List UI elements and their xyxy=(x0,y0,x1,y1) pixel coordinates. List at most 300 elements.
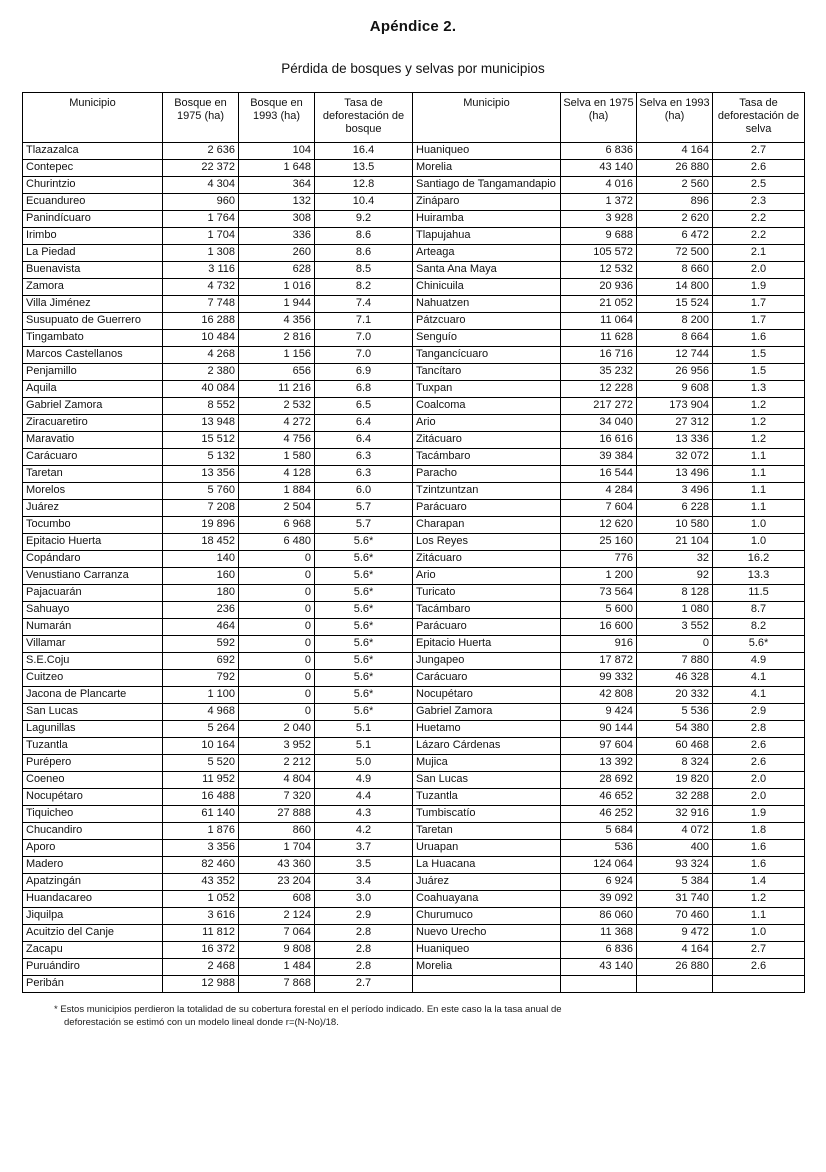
cell-municipio-bosque: Chucandiro xyxy=(23,822,163,839)
cell-tasa-bosque: 2.8 xyxy=(315,941,413,958)
cell-municipio-selva: Tuzantla xyxy=(413,788,561,805)
cell-municipio-bosque: Huandacareo xyxy=(23,890,163,907)
cell-municipio-selva: Juárez xyxy=(413,873,561,890)
cell-bosque-1993: 7 320 xyxy=(239,788,315,805)
cell-municipio-selva xyxy=(413,975,561,992)
cell-bosque-1975: 4 968 xyxy=(163,703,239,720)
cell-selva-1975: 7 604 xyxy=(561,499,637,516)
cell-municipio-selva: Tangancícuaro xyxy=(413,346,561,363)
cell-selva-1975: 536 xyxy=(561,839,637,856)
cell-bosque-1993: 0 xyxy=(239,652,315,669)
cell-selva-1975: 4 284 xyxy=(561,482,637,499)
cell-selva-1975 xyxy=(561,975,637,992)
cell-selva-1993: 3 552 xyxy=(637,618,713,635)
cell-tasa-bosque: 7.0 xyxy=(315,346,413,363)
cell-bosque-1993: 3 952 xyxy=(239,737,315,754)
cell-municipio-selva: Tuxpan xyxy=(413,380,561,397)
cell-bosque-1993: 4 804 xyxy=(239,771,315,788)
cell-municipio-selva: Nocupétaro xyxy=(413,686,561,703)
table-row xyxy=(23,533,805,550)
cell-municipio-bosque: Tlazazalca xyxy=(23,142,163,159)
footnote-line-1: * Estos municipios perdieron la totalidad de su cobertura forestal en el período indicado. En este caso la la tasa anual de xyxy=(54,1003,562,1015)
cell-municipio-bosque: Taretan xyxy=(23,465,163,482)
column-header-bosque-1993: Bosque en 1993 (ha) xyxy=(239,93,315,143)
cell-bosque-1993: 132 xyxy=(239,193,315,210)
cell-tasa-bosque: 3.5 xyxy=(315,856,413,873)
cell-bosque-1993: 0 xyxy=(239,618,315,635)
cell-bosque-1993: 336 xyxy=(239,227,315,244)
cell-bosque-1975: 1 052 xyxy=(163,890,239,907)
cell-selva-1975: 5 684 xyxy=(561,822,637,839)
cell-tasa-selva: 2.3 xyxy=(713,193,805,210)
cell-selva-1975: 11 628 xyxy=(561,329,637,346)
cell-municipio-selva: Tacámbaro xyxy=(413,601,561,618)
table-row xyxy=(23,448,805,465)
cell-selva-1975: 916 xyxy=(561,635,637,652)
cell-bosque-1993: 4 272 xyxy=(239,414,315,431)
cell-municipio-bosque: Juárez xyxy=(23,499,163,516)
cell-municipio-bosque: Copándaro xyxy=(23,550,163,567)
table-row xyxy=(23,771,805,788)
cell-selva-1975: 28 692 xyxy=(561,771,637,788)
cell-municipio-selva: Ario xyxy=(413,414,561,431)
cell-municipio-bosque: Pajacuarán xyxy=(23,584,163,601)
cell-municipio-selva: Lázaro Cárdenas xyxy=(413,737,561,754)
cell-municipio-selva: Zitácuaro xyxy=(413,431,561,448)
cell-bosque-1975: 792 xyxy=(163,669,239,686)
cell-selva-1993: 9 608 xyxy=(637,380,713,397)
cell-tasa-selva: 1.4 xyxy=(713,873,805,890)
cell-selva-1975: 11 064 xyxy=(561,312,637,329)
table-row xyxy=(23,482,805,499)
cell-bosque-1975: 10 484 xyxy=(163,329,239,346)
cell-municipio-bosque: Tingambato xyxy=(23,329,163,346)
table-row xyxy=(23,856,805,873)
cell-municipio-bosque: Nocupétaro xyxy=(23,788,163,805)
cell-bosque-1975: 960 xyxy=(163,193,239,210)
cell-municipio-selva: Paracho xyxy=(413,465,561,482)
cell-selva-1975: 6 924 xyxy=(561,873,637,890)
cell-municipio-bosque: Puruándiro xyxy=(23,958,163,975)
cell-selva-1993: 3 496 xyxy=(637,482,713,499)
cell-municipio-bosque: Jiquilpa xyxy=(23,907,163,924)
cell-bosque-1993: 260 xyxy=(239,244,315,261)
cell-municipio-selva: Pátzcuaro xyxy=(413,312,561,329)
cell-municipio-selva: Morelia xyxy=(413,958,561,975)
cell-tasa-bosque: 4.4 xyxy=(315,788,413,805)
cell-tasa-selva: 2.0 xyxy=(713,788,805,805)
cell-tasa-selva: 1.5 xyxy=(713,346,805,363)
cell-selva-1975: 17 872 xyxy=(561,652,637,669)
table-row xyxy=(23,567,805,584)
cell-selva-1993: 19 820 xyxy=(637,771,713,788)
cell-bosque-1975: 22 372 xyxy=(163,159,239,176)
table-row xyxy=(23,635,805,652)
cell-bosque-1975: 40 084 xyxy=(163,380,239,397)
cell-selva-1993: 32 916 xyxy=(637,805,713,822)
cell-selva-1993: 173 904 xyxy=(637,397,713,414)
cell-selva-1975: 39 092 xyxy=(561,890,637,907)
cell-municipio-bosque: Epitacio Huerta xyxy=(23,533,163,550)
footnote xyxy=(22,1003,804,1031)
cell-tasa-bosque: 5.7 xyxy=(315,499,413,516)
cell-tasa-selva: 1.0 xyxy=(713,516,805,533)
column-header-selva-1993: Selva en 1993 (ha) xyxy=(637,93,713,143)
cell-selva-1993: 8 660 xyxy=(637,261,713,278)
cell-bosque-1975: 10 164 xyxy=(163,737,239,754)
cell-tasa-bosque: 5.6* xyxy=(315,652,413,669)
cell-municipio-bosque: Zamora xyxy=(23,278,163,295)
cell-bosque-1975: 12 988 xyxy=(163,975,239,992)
table-row xyxy=(23,278,805,295)
cell-municipio-bosque: Peribán xyxy=(23,975,163,992)
column-header-bosque-1975: Bosque en 1975 (ha) xyxy=(163,93,239,143)
cell-municipio-selva: Tacámbaro xyxy=(413,448,561,465)
cell-tasa-bosque: 2.8 xyxy=(315,958,413,975)
cell-selva-1993: 4 164 xyxy=(637,142,713,159)
cell-tasa-bosque: 10.4 xyxy=(315,193,413,210)
cell-bosque-1975: 82 460 xyxy=(163,856,239,873)
cell-tasa-selva: 1.1 xyxy=(713,448,805,465)
cell-selva-1993: 32 072 xyxy=(637,448,713,465)
cell-tasa-bosque: 8.6 xyxy=(315,227,413,244)
cell-tasa-bosque: 5.6* xyxy=(315,601,413,618)
cell-municipio-selva: Zináparo xyxy=(413,193,561,210)
cell-selva-1993: 32 xyxy=(637,550,713,567)
cell-selva-1975: 6 836 xyxy=(561,142,637,159)
cell-selva-1975: 90 144 xyxy=(561,720,637,737)
cell-selva-1975: 9 688 xyxy=(561,227,637,244)
cell-tasa-selva: 2.5 xyxy=(713,176,805,193)
cell-bosque-1975: 2 380 xyxy=(163,363,239,380)
table-row xyxy=(23,873,805,890)
cell-selva-1993 xyxy=(637,975,713,992)
cell-tasa-selva: 1.1 xyxy=(713,499,805,516)
cell-bosque-1993: 1 648 xyxy=(239,159,315,176)
table-row xyxy=(23,890,805,907)
cell-selva-1975: 39 384 xyxy=(561,448,637,465)
cell-bosque-1975: 1 308 xyxy=(163,244,239,261)
cell-bosque-1993: 7 064 xyxy=(239,924,315,941)
cell-selva-1993: 400 xyxy=(637,839,713,856)
cell-tasa-selva: 2.7 xyxy=(713,142,805,159)
cell-selva-1975: 25 160 xyxy=(561,533,637,550)
cell-selva-1993: 8 128 xyxy=(637,584,713,601)
table-row xyxy=(23,686,805,703)
cell-bosque-1993: 656 xyxy=(239,363,315,380)
cell-selva-1975: 43 140 xyxy=(561,958,637,975)
cell-selva-1993: 93 324 xyxy=(637,856,713,873)
cell-tasa-bosque: 5.6* xyxy=(315,669,413,686)
cell-selva-1975: 86 060 xyxy=(561,907,637,924)
cell-tasa-selva: 2.7 xyxy=(713,941,805,958)
cell-selva-1993: 8 664 xyxy=(637,329,713,346)
cell-bosque-1993: 0 xyxy=(239,584,315,601)
cell-municipio-bosque: Morelos xyxy=(23,482,163,499)
table-row xyxy=(23,159,805,176)
cell-municipio-selva: Huaniqueo xyxy=(413,142,561,159)
cell-municipio-bosque: Churintzio xyxy=(23,176,163,193)
cell-tasa-selva: 1.2 xyxy=(713,431,805,448)
cell-selva-1993: 60 468 xyxy=(637,737,713,754)
cell-bosque-1993: 2 124 xyxy=(239,907,315,924)
cell-tasa-selva: 4.9 xyxy=(713,652,805,669)
cell-tasa-bosque: 5.6* xyxy=(315,686,413,703)
cell-bosque-1975: 140 xyxy=(163,550,239,567)
cell-tasa-selva: 2.1 xyxy=(713,244,805,261)
cell-tasa-selva: 1.0 xyxy=(713,533,805,550)
cell-selva-1993: 12 744 xyxy=(637,346,713,363)
cell-tasa-bosque: 12.8 xyxy=(315,176,413,193)
cell-tasa-selva: 2.2 xyxy=(713,210,805,227)
cell-bosque-1975: 5 760 xyxy=(163,482,239,499)
table-row xyxy=(23,941,805,958)
cell-tasa-selva: 8.7 xyxy=(713,601,805,618)
cell-municipio-bosque: Tocumbo xyxy=(23,516,163,533)
cell-tasa-selva: 4.1 xyxy=(713,669,805,686)
column-header-tasa-bosque: Tasa de deforestación de bosque xyxy=(315,93,413,143)
cell-bosque-1975: 13 356 xyxy=(163,465,239,482)
cell-tasa-selva: 1.1 xyxy=(713,907,805,924)
cell-bosque-1975: 236 xyxy=(163,601,239,618)
cell-selva-1993: 2 560 xyxy=(637,176,713,193)
cell-selva-1993: 26 880 xyxy=(637,958,713,975)
cell-selva-1993: 2 620 xyxy=(637,210,713,227)
cell-tasa-bosque: 16.4 xyxy=(315,142,413,159)
cell-bosque-1975: 592 xyxy=(163,635,239,652)
cell-selva-1975: 1 200 xyxy=(561,567,637,584)
cell-selva-1993: 4 072 xyxy=(637,822,713,839)
cell-municipio-selva: Churumuco xyxy=(413,907,561,924)
cell-bosque-1993: 628 xyxy=(239,261,315,278)
cell-tasa-selva: 1.9 xyxy=(713,805,805,822)
cell-municipio-bosque: Marcos Castellanos xyxy=(23,346,163,363)
cell-tasa-selva: 2.8 xyxy=(713,720,805,737)
cell-bosque-1993: 1 944 xyxy=(239,295,315,312)
cell-tasa-bosque: 5.6* xyxy=(315,567,413,584)
cell-municipio-bosque: Numarán xyxy=(23,618,163,635)
cell-municipio-bosque: Coeneo xyxy=(23,771,163,788)
cell-tasa-bosque: 6.3 xyxy=(315,448,413,465)
cell-bosque-1993: 9 808 xyxy=(239,941,315,958)
cell-tasa-bosque: 5.6* xyxy=(315,618,413,635)
cell-municipio-selva: Zitácuaro xyxy=(413,550,561,567)
cell-tasa-selva: 1.1 xyxy=(713,465,805,482)
cell-bosque-1993: 1 156 xyxy=(239,346,315,363)
table-row xyxy=(23,244,805,261)
cell-tasa-bosque: 5.6* xyxy=(315,703,413,720)
table-body xyxy=(23,142,805,992)
cell-bosque-1975: 692 xyxy=(163,652,239,669)
cell-tasa-bosque: 3.4 xyxy=(315,873,413,890)
cell-bosque-1975: 13 948 xyxy=(163,414,239,431)
deforestation-table xyxy=(22,92,805,993)
cell-bosque-1993: 6 968 xyxy=(239,516,315,533)
cell-bosque-1975: 4 268 xyxy=(163,346,239,363)
cell-bosque-1993: 1 484 xyxy=(239,958,315,975)
cell-bosque-1993: 2 212 xyxy=(239,754,315,771)
cell-selva-1993: 26 956 xyxy=(637,363,713,380)
cell-bosque-1993: 1 580 xyxy=(239,448,315,465)
cell-municipio-bosque: Cuitzeo xyxy=(23,669,163,686)
cell-bosque-1975: 1 764 xyxy=(163,210,239,227)
cell-tasa-bosque: 6.8 xyxy=(315,380,413,397)
cell-tasa-bosque: 4.3 xyxy=(315,805,413,822)
cell-selva-1993: 20 332 xyxy=(637,686,713,703)
cell-tasa-selva: 1.6 xyxy=(713,839,805,856)
cell-selva-1975: 99 332 xyxy=(561,669,637,686)
table-row xyxy=(23,601,805,618)
cell-selva-1993: 7 880 xyxy=(637,652,713,669)
cell-tasa-selva: 5.6* xyxy=(713,635,805,652)
cell-municipio-selva: Taretan xyxy=(413,822,561,839)
cell-selva-1993: 5 536 xyxy=(637,703,713,720)
table-row xyxy=(23,754,805,771)
cell-selva-1993: 31 740 xyxy=(637,890,713,907)
cell-tasa-bosque: 8.2 xyxy=(315,278,413,295)
cell-tasa-bosque: 8.5 xyxy=(315,261,413,278)
cell-tasa-selva: 1.1 xyxy=(713,482,805,499)
cell-municipio-bosque: La Piedad xyxy=(23,244,163,261)
cell-bosque-1975: 16 288 xyxy=(163,312,239,329)
cell-tasa-selva: 2.9 xyxy=(713,703,805,720)
table-row xyxy=(23,142,805,159)
cell-selva-1993: 4 164 xyxy=(637,941,713,958)
cell-bosque-1975: 180 xyxy=(163,584,239,601)
cell-tasa-bosque: 3.7 xyxy=(315,839,413,856)
table-row xyxy=(23,618,805,635)
cell-tasa-selva: 2.6 xyxy=(713,159,805,176)
cell-tasa-bosque: 8.6 xyxy=(315,244,413,261)
table-row xyxy=(23,431,805,448)
cell-bosque-1975: 7 748 xyxy=(163,295,239,312)
cell-bosque-1993: 860 xyxy=(239,822,315,839)
cell-selva-1975: 73 564 xyxy=(561,584,637,601)
cell-selva-1993: 0 xyxy=(637,635,713,652)
cell-tasa-selva: 1.7 xyxy=(713,312,805,329)
cell-selva-1975: 20 936 xyxy=(561,278,637,295)
cell-selva-1975: 12 228 xyxy=(561,380,637,397)
cell-selva-1975: 6 836 xyxy=(561,941,637,958)
cell-selva-1993: 32 288 xyxy=(637,788,713,805)
cell-bosque-1975: 15 512 xyxy=(163,431,239,448)
cell-selva-1975: 776 xyxy=(561,550,637,567)
cell-selva-1993: 13 336 xyxy=(637,431,713,448)
cell-tasa-bosque: 5.1 xyxy=(315,720,413,737)
cell-bosque-1975: 16 488 xyxy=(163,788,239,805)
cell-tasa-selva: 1.8 xyxy=(713,822,805,839)
table-row xyxy=(23,397,805,414)
cell-municipio-bosque: Aporo xyxy=(23,839,163,856)
table-row xyxy=(23,584,805,601)
cell-tasa-bosque: 6.4 xyxy=(315,414,413,431)
cell-tasa-bosque: 13.5 xyxy=(315,159,413,176)
cell-bosque-1993: 2 504 xyxy=(239,499,315,516)
cell-selva-1975: 4 016 xyxy=(561,176,637,193)
page-title: Apéndice 2. xyxy=(369,18,457,35)
column-header-municipio-right: Municipio xyxy=(413,93,561,143)
table-row xyxy=(23,329,805,346)
cell-selva-1993: 14 800 xyxy=(637,278,713,295)
cell-municipio-selva: Nuevo Urecho xyxy=(413,924,561,941)
cell-selva-1975: 13 392 xyxy=(561,754,637,771)
cell-selva-1975: 46 652 xyxy=(561,788,637,805)
cell-bosque-1975: 18 452 xyxy=(163,533,239,550)
cell-municipio-bosque: Buenavista xyxy=(23,261,163,278)
cell-tasa-selva: 2.6 xyxy=(713,754,805,771)
cell-bosque-1975: 5 520 xyxy=(163,754,239,771)
column-header-tasa-selva: Tasa de deforestación de selva xyxy=(713,93,805,143)
cell-tasa-bosque: 7.0 xyxy=(315,329,413,346)
cell-municipio-selva: Carácuaro xyxy=(413,669,561,686)
cell-municipio-selva: Morelia xyxy=(413,159,561,176)
cell-bosque-1975: 2 636 xyxy=(163,142,239,159)
cell-selva-1975: 42 808 xyxy=(561,686,637,703)
cell-tasa-selva: 1.3 xyxy=(713,380,805,397)
table-row xyxy=(23,227,805,244)
cell-municipio-bosque: Apatzingán xyxy=(23,873,163,890)
cell-bosque-1975: 11 812 xyxy=(163,924,239,941)
cell-tasa-bosque: 5.6* xyxy=(315,533,413,550)
cell-tasa-bosque: 5.7 xyxy=(315,516,413,533)
cell-tasa-selva: 2.6 xyxy=(713,737,805,754)
table-row xyxy=(23,261,805,278)
cell-bosque-1993: 2 040 xyxy=(239,720,315,737)
cell-municipio-selva: Coahuayana xyxy=(413,890,561,907)
cell-municipio-bosque: Zacapu xyxy=(23,941,163,958)
cell-tasa-selva: 1.2 xyxy=(713,414,805,431)
cell-bosque-1993: 0 xyxy=(239,635,315,652)
table-row xyxy=(23,805,805,822)
table-row xyxy=(23,550,805,567)
cell-municipio-selva: Tancítaro xyxy=(413,363,561,380)
cell-bosque-1975: 160 xyxy=(163,567,239,584)
table-header xyxy=(23,93,805,143)
table-row xyxy=(23,499,805,516)
cell-tasa-bosque: 2.7 xyxy=(315,975,413,992)
cell-tasa-bosque: 7.4 xyxy=(315,295,413,312)
cell-municipio-bosque: Purépero xyxy=(23,754,163,771)
table-row xyxy=(23,363,805,380)
cell-bosque-1975: 2 468 xyxy=(163,958,239,975)
cell-bosque-1993: 7 868 xyxy=(239,975,315,992)
table-row xyxy=(23,652,805,669)
cell-municipio-selva: Coalcoma xyxy=(413,397,561,414)
cell-bosque-1993: 0 xyxy=(239,567,315,584)
cell-selva-1975: 3 928 xyxy=(561,210,637,227)
cell-bosque-1993: 2 532 xyxy=(239,397,315,414)
column-header-municipio-left: Municipio xyxy=(23,93,163,143)
cell-bosque-1993: 0 xyxy=(239,669,315,686)
cell-tasa-selva: 4.1 xyxy=(713,686,805,703)
cell-municipio-bosque: Venustiano Carranza xyxy=(23,567,163,584)
cell-municipio-bosque: Ecuandureo xyxy=(23,193,163,210)
cell-tasa-bosque: 6.5 xyxy=(315,397,413,414)
cell-selva-1993: 8 324 xyxy=(637,754,713,771)
cell-municipio-selva: Epitacio Huerta xyxy=(413,635,561,652)
cell-selva-1975: 9 424 xyxy=(561,703,637,720)
table-row xyxy=(23,924,805,941)
cell-municipio-selva: Santa Ana Maya xyxy=(413,261,561,278)
cell-selva-1975: 46 252 xyxy=(561,805,637,822)
cell-selva-1993: 21 104 xyxy=(637,533,713,550)
cell-bosque-1993: 608 xyxy=(239,890,315,907)
table-row xyxy=(23,975,805,992)
cell-selva-1975: 97 604 xyxy=(561,737,637,754)
cell-tasa-selva: 1.2 xyxy=(713,397,805,414)
cell-municipio-selva: Los Reyes xyxy=(413,533,561,550)
cell-tasa-selva: 1.2 xyxy=(713,890,805,907)
